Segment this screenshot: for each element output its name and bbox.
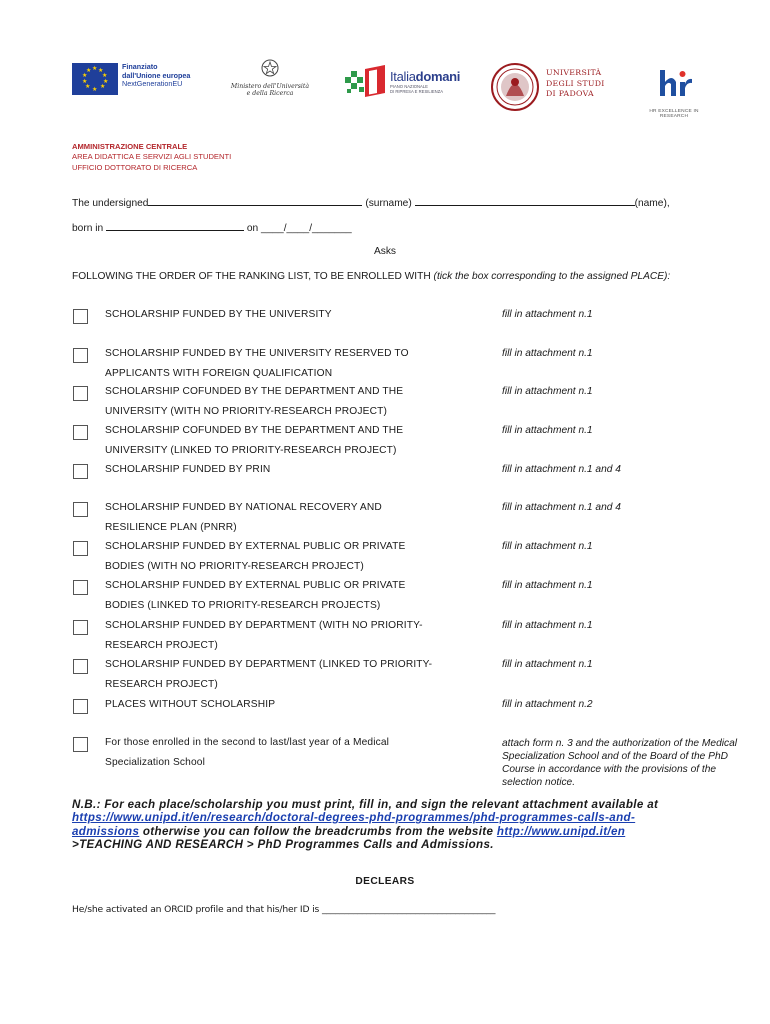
- birthplace-field[interactable]: [106, 221, 244, 231]
- unipd-logo: [490, 62, 620, 112]
- option-attachment-note: fill in attachment n.1: [502, 309, 593, 320]
- office-line3: UFFICIO DOTTORATO DI RICERCA: [72, 162, 198, 172]
- eu-flag-icon: ★ ★ ★ ★ ★ ★ ★ ★ ★ ★: [72, 63, 118, 95]
- option-checkbox[interactable]: [73, 541, 88, 556]
- option-attachment-note: fill in attachment n.1 and 4: [502, 502, 621, 513]
- option-label: For those enrolled in the second to last/last year of a Medical Specialization School: [105, 737, 390, 768]
- option-label: SCHOLARSHIP COFUNDED BY THE DEPARTMENT AND THE UNIVERSITY (LINKED TO PRIORITY-RESEARCH PROJECT): [105, 425, 404, 456]
- unipd-seal-icon: [490, 62, 540, 112]
- surname-label: (surname): [365, 198, 412, 209]
- italiadomani-mark-icon: [343, 63, 388, 99]
- unipd-line1: UNIVERSITÀ: [546, 68, 602, 77]
- option-label: SCHOLARSHIP FUNDED BY NATIONAL RECOVERY AND RESILIENCE PLAN (PNRR): [105, 502, 382, 533]
- birth-line: [72, 221, 352, 235]
- option-attachment-note: fill in attachment n.1: [502, 659, 593, 670]
- unipd-website-link[interactable]: http://www.unipd.it/en: [496, 824, 626, 838]
- ministry-logo: [220, 58, 320, 106]
- undersigned-line: [72, 196, 712, 210]
- eu-logo-line2: dall'Unione europea: [122, 70, 191, 80]
- option-checkbox[interactable]: [73, 464, 88, 479]
- undersigned-label: The undersigned: [72, 198, 149, 209]
- unipd-line2: DEGLI STUDI: [546, 78, 605, 88]
- eu-logo-line3: NextGenerationEU: [122, 79, 183, 89]
- order-instructions: [72, 270, 692, 284]
- option-label: SCHOLARSHIP FUNDED BY EXTERNAL PUBLIC OR PRIVATE BODIES (LINKED TO PRIORITY-RESEARCH PROJECTS): [105, 580, 406, 611]
- order-text: FOLLOWING THE ORDER OF THE RANKING LIST, TO BE ENROLLED WITH: [72, 271, 431, 282]
- option-checkbox[interactable]: [73, 699, 88, 714]
- option-label: SCHOLARSHIP FUNDED BY DEPARTMENT (LINKED TO PRIORITY-RESEARCH PROJECT): [105, 659, 433, 690]
- option-attachment-note: fill in attachment n.1 and 4: [502, 464, 621, 475]
- name-label: (name),: [634, 198, 670, 209]
- hr-excellence-logo: [636, 62, 712, 119]
- option-label: SCHOLARSHIP FUNDED BY DEPARTMENT (WITH NO PRIORITY-RESEARCH PROJECT): [105, 620, 423, 651]
- name-field[interactable]: [415, 196, 635, 206]
- option-checkbox[interactable]: [73, 502, 88, 517]
- option-checkbox[interactable]: [73, 348, 88, 363]
- hr-logo-caption: HR EXCELLENCE IN RESEARCH: [649, 109, 699, 119]
- option-attachment-note: fill in attachment n.1: [502, 580, 593, 591]
- office-line2: AREA DIDATTICA E SERVIZI AGLI STUDENTI: [72, 152, 232, 162]
- option-label: PLACES WITHOUT SCHOLARSHIP: [105, 699, 276, 710]
- surname-field[interactable]: [148, 196, 362, 206]
- option-label: SCHOLARSHIP FUNDED BY EXTERNAL PUBLIC OR PRIVATE BODIES (WITH NO PRIORITY-RESEARCH PROJECT): [105, 541, 406, 572]
- italian-emblem-icon: [260, 58, 280, 78]
- option-label: SCHOLARSHIP COFUNDED BY THE DEPARTMENT AND THE UNIVERSITY (WITH NO PRIORITY-RESEARCH PROJECT): [105, 386, 404, 417]
- order-hint: (tick the box corresponding to the assigned PLACE):: [433, 271, 671, 282]
- option-checkbox[interactable]: [73, 425, 88, 440]
- option-checkbox[interactable]: [73, 309, 88, 324]
- option-checkbox[interactable]: [73, 659, 88, 674]
- option-attachment-note: fill in attachment n.1: [502, 425, 593, 436]
- italiadomani-sub2: DI RIPRESA E RESILIENZA: [390, 88, 444, 94]
- option-attachment-note: fill in attachment n.1: [502, 620, 593, 631]
- italiadomani-logo: [343, 62, 473, 100]
- italiadomani-brand-b: domani: [415, 68, 461, 84]
- option-attachment-note: fill in attachment n.2: [502, 699, 593, 710]
- option-checkbox[interactable]: [73, 737, 88, 752]
- nb-suffix: >TEACHING AND RESEARCH > PhD Programmes Calls and Admissions.: [72, 837, 494, 851]
- option-attachment-note: fill in attachment n.1: [502, 348, 593, 359]
- on-label: on: [246, 223, 259, 234]
- nb-note: [72, 798, 692, 851]
- hr-logo-icon: [654, 62, 694, 102]
- nb-middle: otherwise you can follow the breadcrumbs from the website: [142, 824, 494, 838]
- italiadomani-brand-a: Italia: [390, 68, 416, 84]
- calls-admissions-link[interactable]: https://www.unipd.it/en/research/doctoral-degrees-phd-programmes/phd-programmes-calls-and-admissions: [72, 811, 636, 838]
- option-checkbox[interactable]: [73, 620, 88, 635]
- option-checkbox[interactable]: [73, 580, 88, 595]
- unipd-line3: DI PADOVA: [546, 89, 594, 98]
- option-attachment-note: fill in attachment n.1: [502, 541, 593, 552]
- option-label: SCHOLARSHIP FUNDED BY THE UNIVERSITY RESERVED TO APPLICANTS WITH FOREIGN QUALIFICATION: [105, 348, 409, 379]
- option-label: SCHOLARSHIP FUNDED BY THE UNIVERSITY: [105, 309, 332, 320]
- italiadomani-sub1: PIANO NAZIONALE: [390, 83, 428, 89]
- birthdate-field[interactable]: ____/____/_______: [261, 223, 352, 234]
- orcid-statement: He/she activated an ORCID profile and that his/her ID is _______________________________________: [72, 904, 496, 915]
- eu-logo-line1: Finanziato: [122, 62, 158, 71]
- asks-heading: Asks: [373, 246, 397, 257]
- option-label: SCHOLARSHIP FUNDED BY PRIN: [105, 464, 271, 475]
- ministry-line1: Ministero dell'Università: [230, 83, 310, 90]
- eu-funding-logo: [72, 63, 194, 97]
- ministry-line2: e della Ricerca: [246, 90, 294, 98]
- office-line1: AMMINISTRAZIONE CENTRALE: [72, 142, 188, 151]
- declears-heading: DECLEARS: [355, 876, 415, 887]
- option-attachment-note: attach form n. 3 and the authorization of the Medical Specialization School and of the Board of the PhD Course in accordance with the provisions of the selection notice.: [502, 738, 738, 788]
- option-checkbox[interactable]: [73, 386, 88, 401]
- nb-prefix: N.B.: For each place/scholarship you must print, fill in, and sign the relevant attachment available at: [72, 798, 659, 811]
- born-in-label: born in: [72, 223, 104, 234]
- option-attachment-note: fill in attachment n.1: [502, 386, 593, 397]
- office-block: [72, 142, 231, 173]
